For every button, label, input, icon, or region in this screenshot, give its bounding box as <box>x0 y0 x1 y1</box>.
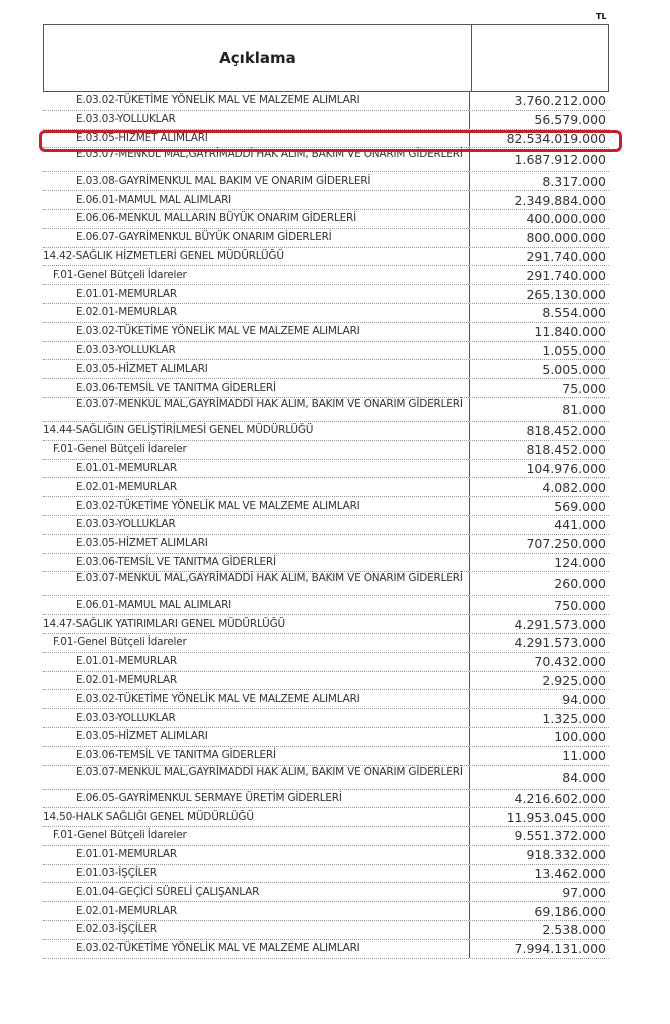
table-row <box>43 808 609 827</box>
row-label: E.03.07-MENKUL MAL,GAYRİMADDİ HAK ALIM, BAKIM VE ONARIM GİDERLERİ <box>43 572 470 595</box>
row-label: E.03.02-TÜKETİME YÖNELİK MAL VE MALZEME ALIMLARI <box>43 323 470 341</box>
table-row <box>43 940 609 959</box>
row-label: E.03.07-MENKUL MAL,GAYRİMADDİ HAK ALIM, BAKIM VE ONARIM GİDERLERİ <box>43 766 470 789</box>
table-row <box>43 596 609 615</box>
row-label: F.01-Genel Bütçeli İdareler <box>43 634 470 652</box>
row-label: E.01.01-MEMURLAR <box>43 653 470 671</box>
table-row <box>43 846 609 865</box>
table-row <box>43 497 609 516</box>
row-amount: 750.000 <box>554 597 606 613</box>
row-amount: 265.130.000 <box>526 286 606 302</box>
row-label: E.03.05-HİZMET ALIMLARI <box>43 130 470 148</box>
table-row <box>43 709 609 728</box>
row-label: F.01-Genel Bütçeli İdareler <box>43 441 470 459</box>
row-amount: 569.000 <box>554 498 606 514</box>
row-label: E.06.06-MENKUL MALLARIN BÜYÜK ONARIM GİDERLERİ <box>43 210 470 228</box>
table-row <box>43 902 609 921</box>
row-amount: 8.554.000 <box>542 305 606 321</box>
row-label: E.03.07-MENKUL MAL,GAYRİMADDİ HAK ALIM, BAKIM VE ONARIM GİDERLERİ <box>43 148 470 171</box>
row-label: E.03.05-HİZMET ALIMLARI <box>43 360 470 378</box>
table-row <box>43 653 609 672</box>
table-row <box>43 535 609 554</box>
row-amount: 1.687.912.000 <box>514 152 606 168</box>
row-amount: 291.740.000 <box>526 248 606 264</box>
row-amount: 800.000.000 <box>526 230 606 246</box>
row-label: E.06.01-MAMUL MAL ALIMLARI <box>43 596 470 614</box>
row-amount: 4.291.573.000 <box>514 635 606 651</box>
row-label: E.03.03-YOLLUKLAR <box>43 111 470 129</box>
table-row <box>43 921 609 940</box>
table-row <box>43 690 609 709</box>
table-body <box>43 92 609 959</box>
row-label: E.01.04-GEÇİCİ SÜRELİ ÇALIŞANLAR <box>43 883 470 901</box>
row-label: E.03.05-HİZMET ALIMLARI <box>43 535 470 553</box>
row-label: E.03.02-TÜKETİME YÖNELİK MAL VE MALZEME ALIMLARI <box>43 690 470 708</box>
row-label: 14.50-HALK SAĞLIĞI GENEL MÜDÜRLÜĞÜ <box>43 808 470 826</box>
row-label: E.02.01-MEMURLAR <box>43 902 470 920</box>
row-label: 14.44-SAĞLIĞIN GELİŞTİRİLMESİ GENEL MÜDÜRLÜĞÜ <box>43 422 470 440</box>
row-label: E.01.01-MEMURLAR <box>43 846 470 864</box>
row-label: E.03.03-YOLLUKLAR <box>43 516 470 534</box>
table-row <box>43 516 609 535</box>
row-label: E.02.01-MEMURLAR <box>43 304 470 322</box>
row-amount: 291.740.000 <box>526 267 606 283</box>
table-row <box>43 111 609 130</box>
row-label: E.03.02-TÜKETİME YÖNELİK MAL VE MALZEME ALIMLARI <box>43 497 470 515</box>
row-amount: 100.000 <box>554 729 606 745</box>
row-label: E.03.03-YOLLUKLAR <box>43 709 470 727</box>
row-label: E.03.08-GAYRİMENKUL MAL BAKIM VE ONARIM GİDERLERİ <box>43 172 470 190</box>
table-row <box>43 728 609 747</box>
table-row <box>43 92 609 111</box>
table-row <box>43 554 609 573</box>
row-label: E.06.07-GAYRİMENKUL BÜYÜK ONARIM GİDERLERİ <box>43 229 470 247</box>
header-description: Açıklama <box>44 25 472 91</box>
table-row <box>43 422 609 441</box>
row-amount: 707.250.000 <box>526 536 606 552</box>
row-amount: 2.538.000 <box>542 922 606 938</box>
table-row <box>43 883 609 902</box>
row-label: E.03.06-TEMSİL VE TANITMA GİDERLERİ <box>43 554 470 572</box>
row-label: E.02.01-MEMURLAR <box>43 478 470 496</box>
row-amount: 69.186.000 <box>534 903 606 919</box>
row-label: E.01.01-MEMURLAR <box>43 460 470 478</box>
row-amount: 400.000.000 <box>526 211 606 227</box>
budget-table <box>43 24 609 959</box>
table-header <box>43 24 609 92</box>
row-label: E.03.03-YOLLUKLAR <box>43 342 470 360</box>
row-label: 14.42-SAĞLIK HİZMETLERİ GENEL MÜDÜRLÜĞÜ <box>43 248 470 266</box>
row-amount: 2.349.884.000 <box>514 192 606 208</box>
row-amount: 104.976.000 <box>526 460 606 476</box>
row-amount: 9.551.372.000 <box>514 828 606 844</box>
row-amount: 81.000 <box>562 401 606 417</box>
table-row <box>43 747 609 766</box>
row-label: E.02.01-MEMURLAR <box>43 672 470 690</box>
row-label: E.01.03-İŞÇİLER <box>43 865 470 883</box>
table-row <box>43 248 609 267</box>
row-amount: 70.432.000 <box>534 654 606 670</box>
row-label: F.01-Genel Bütçeli İdareler <box>43 266 470 284</box>
row-amount: 8.317.000 <box>542 173 606 189</box>
row-label: E.03.06-TEMSİL VE TANITMA GİDERLERİ <box>43 747 470 765</box>
table-row <box>43 323 609 342</box>
row-label: E.06.01-MAMUL MAL ALIMLARI <box>43 191 470 209</box>
table-row <box>43 360 609 379</box>
table-row <box>43 672 609 691</box>
table-row <box>43 441 609 460</box>
table-row <box>43 379 609 398</box>
table-row <box>43 398 609 422</box>
row-label: E.03.02-TÜKETİME YÖNELİK MAL VE MALZEME ALIMLARI <box>43 92 470 110</box>
row-amount: 11.840.000 <box>534 324 606 340</box>
header-amount <box>472 25 608 91</box>
row-amount: 4.291.573.000 <box>514 616 606 632</box>
currency-label: TL <box>596 12 607 21</box>
row-amount: 82.534.019.000 <box>506 130 606 146</box>
row-amount: 11.000 <box>562 748 606 764</box>
row-label: E.03.05-HİZMET ALIMLARI <box>43 728 470 746</box>
row-amount: 94.000 <box>562 691 606 707</box>
row-amount: 818.452.000 <box>526 442 606 458</box>
table-row <box>43 285 609 304</box>
table-row <box>43 634 609 653</box>
table-row <box>43 615 609 634</box>
table-row <box>43 266 609 285</box>
highlight-annotation <box>39 130 622 152</box>
row-amount: 1.325.000 <box>542 710 606 726</box>
table-row <box>43 790 609 809</box>
row-amount: 818.452.000 <box>526 423 606 439</box>
row-amount: 7.994.131.000 <box>514 941 606 957</box>
table-row <box>43 304 609 323</box>
table-row <box>43 172 609 191</box>
row-amount: 5.005.000 <box>542 361 606 377</box>
row-label: E.03.06-TEMSİL VE TANITMA GİDERLERİ <box>43 379 470 397</box>
table-row <box>43 229 609 248</box>
table-row <box>43 478 609 497</box>
table-row <box>43 460 609 479</box>
row-amount: 441.000 <box>554 517 606 533</box>
row-amount: 1.055.000 <box>542 342 606 358</box>
row-label: F.01-Genel Bütçeli İdareler <box>43 827 470 845</box>
row-amount: 4.082.000 <box>542 479 606 495</box>
row-amount: 918.332.000 <box>526 847 606 863</box>
row-label: E.02.03-İŞÇİLER <box>43 921 470 939</box>
row-amount: 11.953.045.000 <box>506 809 606 825</box>
row-amount: 124.000 <box>554 554 606 570</box>
row-label: E.03.02-TÜKETİME YÖNELİK MAL VE MALZEME ALIMLARI <box>43 940 470 958</box>
row-amount: 75.000 <box>562 380 606 396</box>
row-amount: 3.760.212.000 <box>514 93 606 109</box>
row-amount: 2.925.000 <box>542 672 606 688</box>
table-row <box>43 191 609 210</box>
row-amount: 260.000 <box>554 576 606 592</box>
table-row <box>43 766 609 790</box>
table-row <box>43 342 609 361</box>
row-amount: 13.462.000 <box>534 866 606 882</box>
row-label: E.03.07-MENKUL MAL,GAYRİMADDİ HAK ALIM, BAKIM VE ONARIM GİDERLERİ <box>43 398 470 421</box>
row-label: 14.47-SAĞLIK YATIRIMLARI GENEL MÜDÜRLÜĞÜ <box>43 615 470 633</box>
table-row <box>43 827 609 846</box>
table-row <box>43 210 609 229</box>
table-row <box>43 865 609 884</box>
row-amount: 4.216.602.000 <box>514 790 606 806</box>
row-label: E.01.01-MEMURLAR <box>43 285 470 303</box>
row-amount: 97.000 <box>562 884 606 900</box>
row-label: E.06.05-GAYRİMENKUL SERMAYE ÜRETİM GİDERLERİ <box>43 790 470 808</box>
table-row <box>43 572 609 596</box>
row-amount: 56.579.000 <box>534 112 606 128</box>
row-amount: 84.000 <box>562 769 606 785</box>
